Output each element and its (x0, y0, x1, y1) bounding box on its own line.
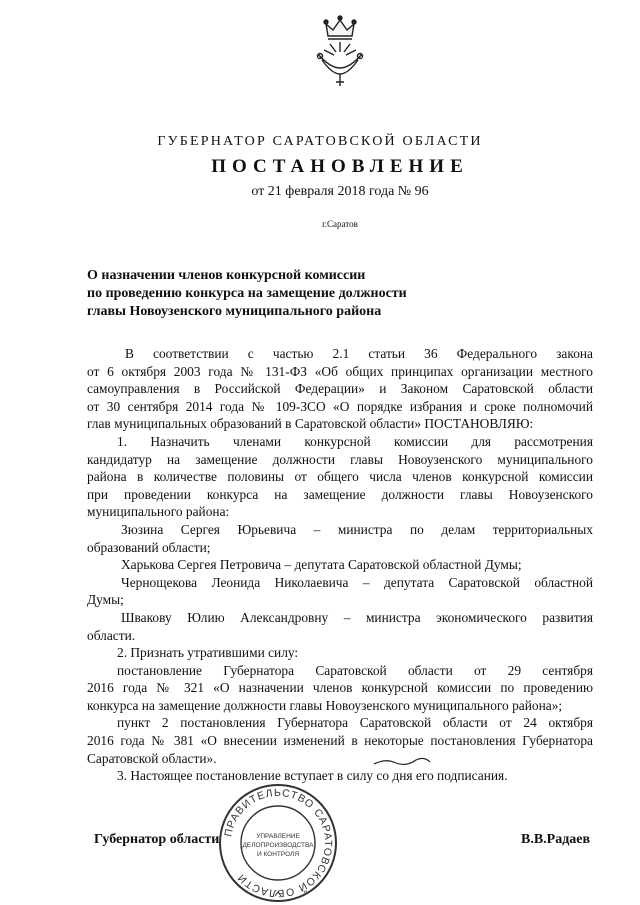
body-line: 2016 года № 321 «О назначении членов конкурсной комиссии по проведению (87, 680, 593, 696)
subject-line: главы Новоузенского муниципального района (87, 304, 382, 319)
document-subject (87, 267, 427, 321)
body-line: Думы; (87, 592, 124, 608)
signatory-name: В.В.Радаев (521, 832, 591, 847)
body-line: Зюзина Сергея Юрьевича – министра по делам территориальных (121, 521, 593, 537)
document-body (87, 345, 593, 785)
handwritten-mark-icon (372, 748, 432, 768)
body-line: района в количестве половины от общего числа членов конкурсной комиссии (87, 469, 593, 485)
stamp-inner-text: И КОНТРОЛЯ (256, 851, 300, 858)
body-line: конкурса на замещение должности главы Новоузенского муниципального района»; (87, 697, 563, 713)
body-line: глав муниципальных образований в Саратовской области» ПОСТАНОВЛЯЮ: (87, 416, 534, 432)
issuing-authority: ГУБЕРНАТОР САРАТОВСКОЙ ОБЛАСТИ (157, 134, 483, 149)
body-line: муниципального района: (87, 504, 230, 520)
body-line: В соответствии с частью 2.1 статьи 36 Федерального закона (125, 346, 593, 361)
crown-emblem-icon (300, 8, 380, 90)
subject-line: по проведению конкурса на замещение должности (87, 286, 407, 301)
issuing-city: г.Саратов (322, 219, 358, 229)
body-line: области. (87, 627, 136, 643)
body-line: Чернощекова Леонида Николаевича – депутата Саратовской областной (121, 574, 593, 590)
body-line: от 30 сентября 2014 года № 109-ЗСО «О порядке избрания и сроке полномочий (87, 398, 593, 414)
official-stamp (217, 782, 339, 904)
stamp-inner-text: УПРАВЛЕНИЕ (256, 833, 300, 840)
body-line: Саратовской области». (87, 750, 217, 766)
body-line: 1. Назначить членами конкурсной комиссии для рассмотрения (117, 433, 593, 449)
body-line: пункт 2 постановления Губернатора Саратовской области от 24 октября (117, 715, 593, 731)
body-line: кандидатур на замещение должности главы Новоузенского муниципального (87, 451, 593, 467)
document-date-number: от 21 февраля 2018 года № 96 (251, 184, 429, 199)
body-line: 2016 года № 381 «О внесении изменений в некоторые постановления Губернатора (87, 733, 593, 749)
body-line: образований области; (87, 539, 211, 555)
body-line: при проведении конкурса на замещение должности главы Новоузенского (87, 486, 593, 502)
signatory-title: Губернатор области (94, 832, 220, 847)
body-line: 3. Настоящее постановление вступает в силу со дня его подписания. (117, 768, 508, 784)
body-line: 2. Признать утратившими силу: (117, 645, 299, 661)
document-type-title: ПОСТАНОВЛЕНИЕ (211, 156, 469, 177)
body-line: самоуправления в Российской Федерации» и Законом Саратовской области (87, 381, 593, 397)
stamp-inner-text: ДЕЛОПРОИЗВОДСТВА (242, 842, 314, 849)
body-line: Харькова Сергея Петровича – депутата Саратовской областной Думы; (121, 557, 522, 573)
subject-line: О назначении членов конкурсной комиссии (87, 268, 366, 283)
body-line: Швакову Юлию Александровну – министра экономического развития (121, 609, 593, 625)
stamp-ring-text: ПРАВИТЕЛЬСТВО САРАТОВСКОЙ ОБЛАСТИ (222, 786, 335, 900)
body-line: постановление Губернатора Саратовской области от 29 сентября (117, 662, 593, 678)
body-line: от 6 октября 2003 года № 131-ФЗ «Об общих принципах организации местного (87, 363, 593, 379)
